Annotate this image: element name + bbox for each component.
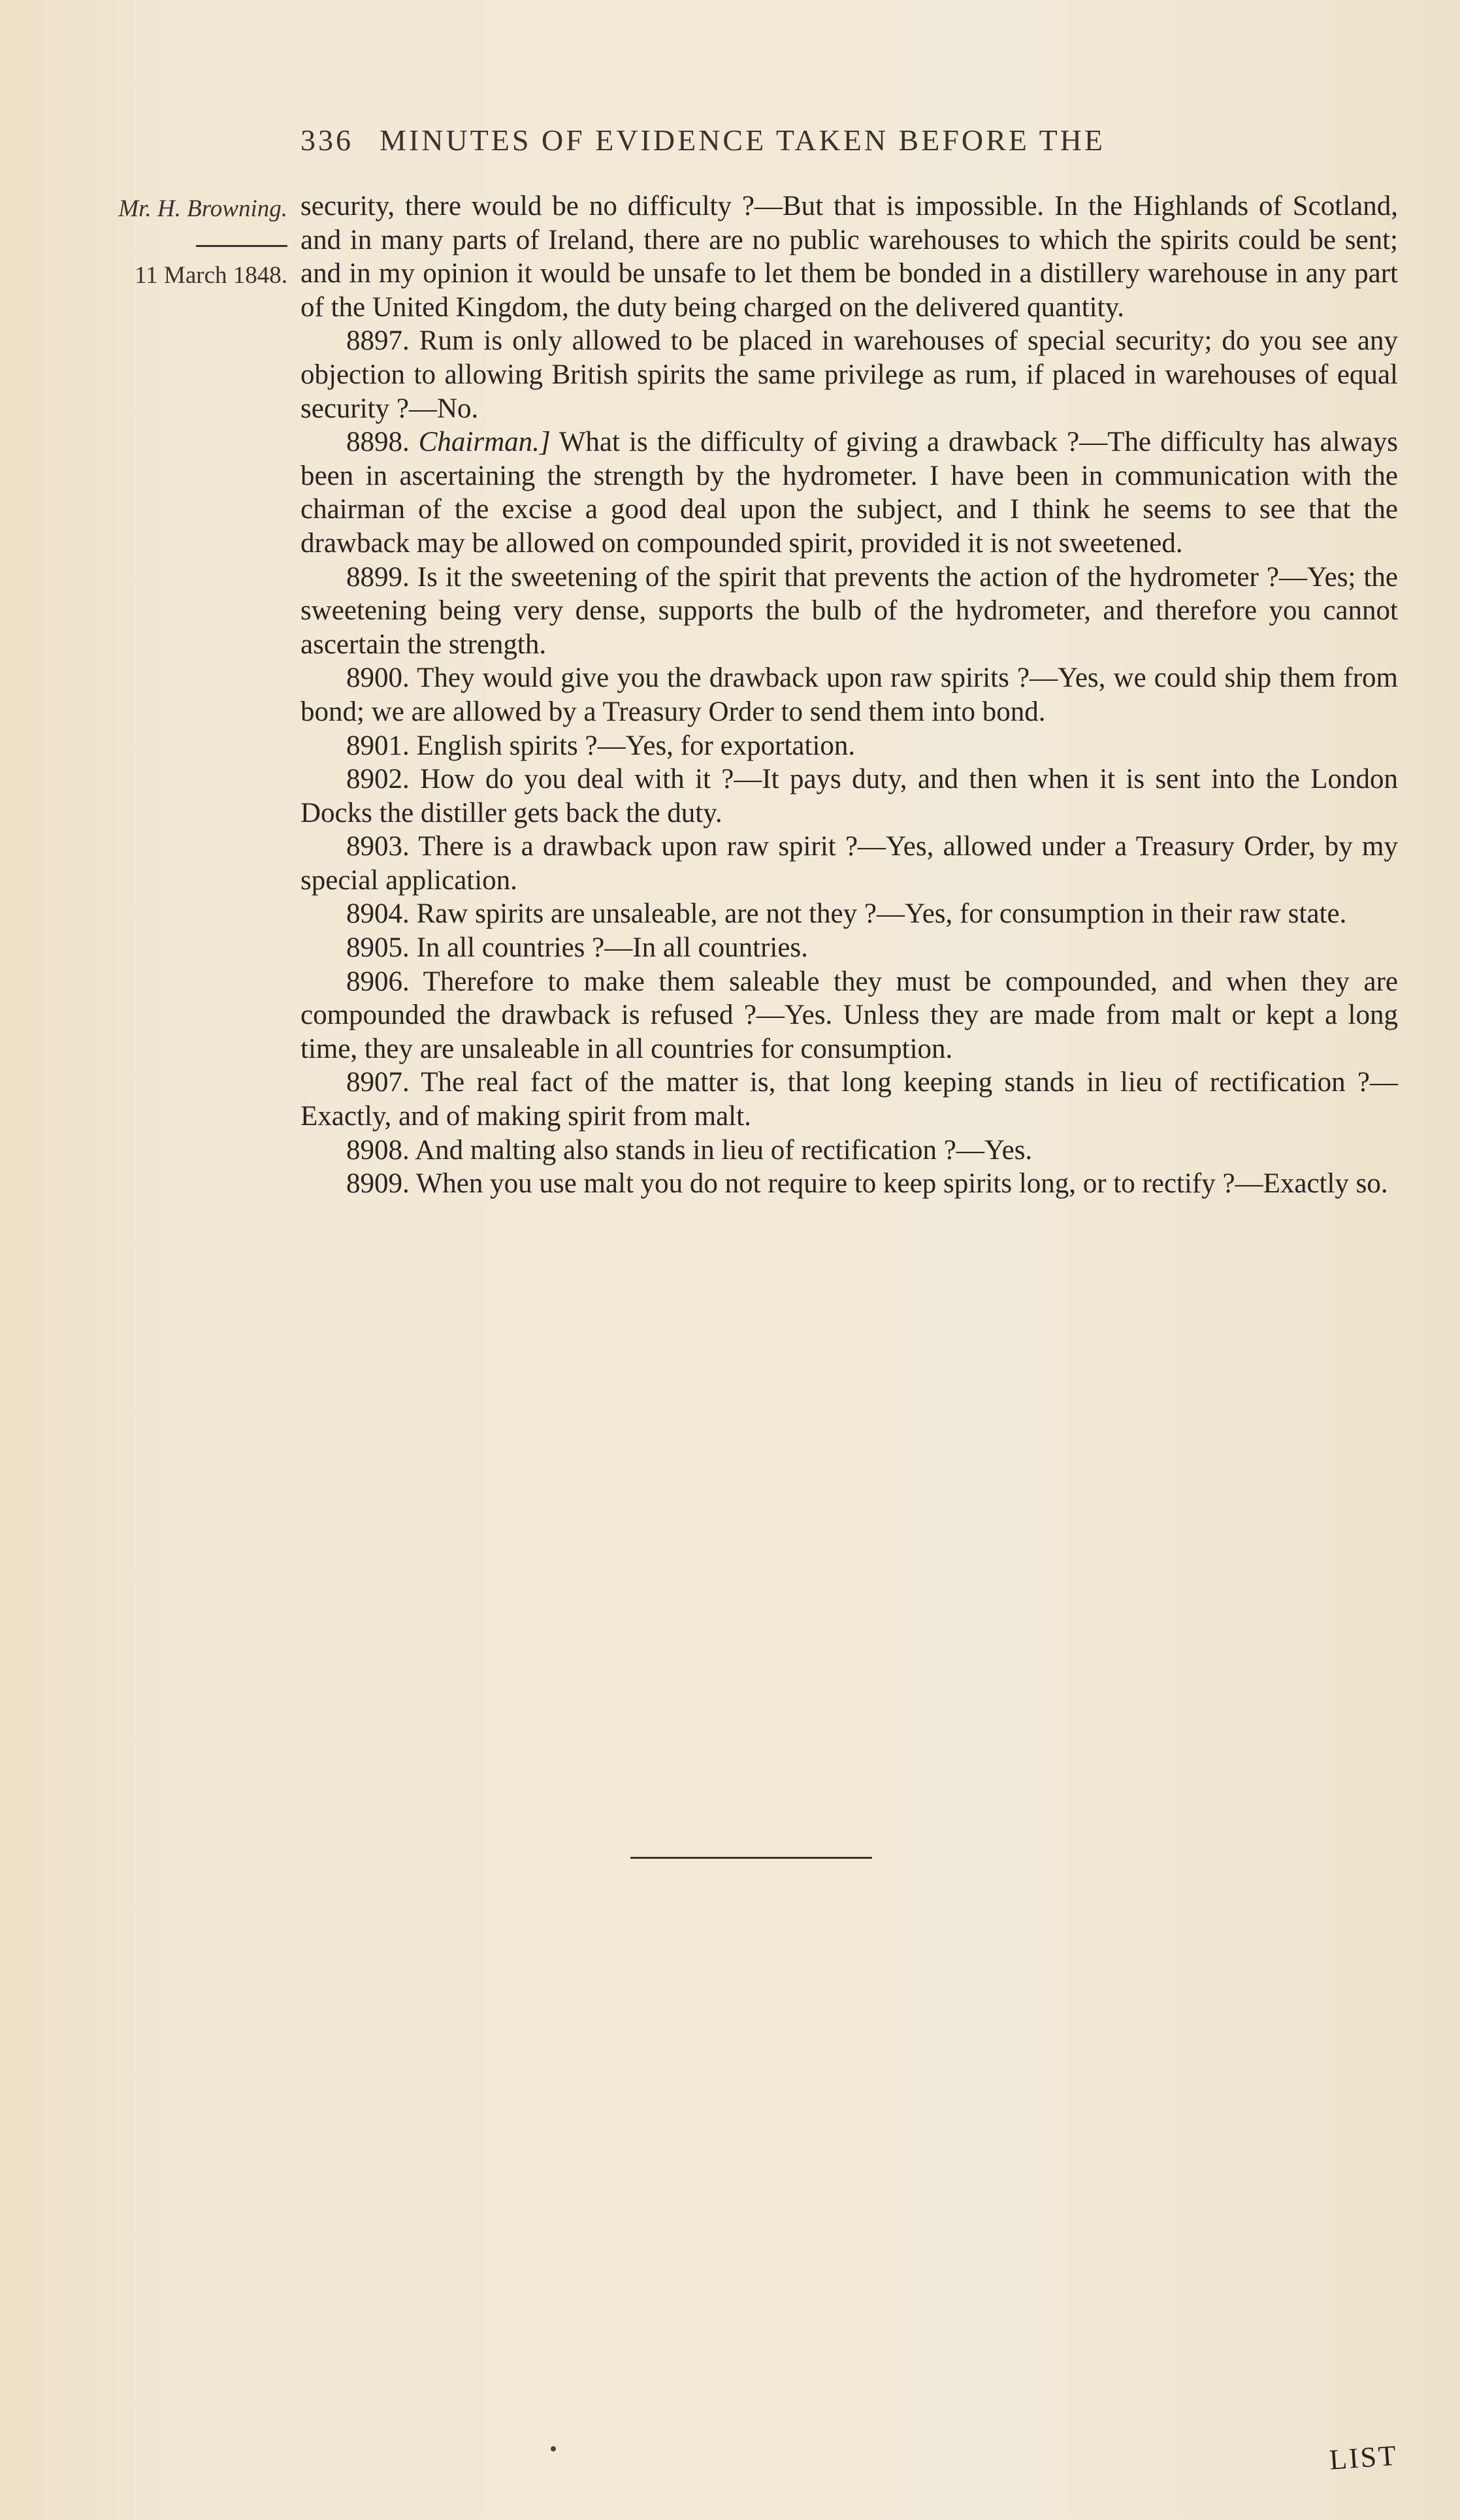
paragraph: 8902. How do you deal with it ?—It pays duty, and then when it is sent into the London Docks the distiller gets back the duty.	[300, 764, 1398, 828]
question-number: 8898.	[346, 427, 410, 458]
page-number: 336	[300, 123, 353, 157]
paragraph-text: What is the difficulty of giving a drawback ?—The difficulty has always been in ascertaining the strength by the hydrometer. I have been in communication with the chairman of the excise a good deal upon the subject, and I think he seems to see that the drawback may be allowed on compounded spirit, provided it is not sweetened.	[300, 427, 1398, 559]
paragraph: 8909. When you use malt you do not require to keep spirits long, or to rectify ?—Exactly so.	[346, 1168, 1388, 1200]
body-text	[300, 189, 1398, 1201]
speaker: Chairman.]	[418, 427, 551, 458]
running-head	[300, 123, 1280, 157]
paragraph: 8906. Therefore to make them saleable they must be compounded, and when they are compounded the drawback is refused ?—Yes. Unless they are made from malt or kept a long time, they are unsaleable in all countries for consumption.	[300, 966, 1398, 1064]
paragraph: security, there would be no difficulty ?—But that is impossible. In the Highlands of Scotland, and in many parts of Ireland, there are no public warehouses to which the spirits could be sent; and in my opinion it would be unsafe to let them be bonded in a distillery warehouse in any part of the United Kingdom, the duty being charged on the delivered quantity.	[300, 191, 1398, 323]
paragraph: 8903. There is a drawback upon raw spirit ?—Yes, allowed under a Treasury Order, by my special application.	[300, 831, 1398, 896]
paragraph: 8908. And malting also stands in lieu of rectification ?—Yes.	[346, 1134, 1033, 1166]
paragraph: 8900. They would give you the drawback upon raw spirits ?—Yes, we could ship them from bond; we are allowed by a Treasury Order to send them into bond.	[300, 663, 1398, 727]
paragraph: 8899. Is it the sweetening of the spirit that prevents the action of the hydrometer ?—Yes; the sweetening being very dense, supports the bulb of the hydrometer, and therefore you cannot ascertain the strength.	[300, 561, 1398, 660]
paper-speck	[551, 2446, 556, 2451]
paragraph: 8904. Raw spirits are unsaleable, are not they ?—Yes, for consumption in their raw state.	[346, 898, 1347, 930]
section-end-rule	[630, 1857, 872, 1859]
running-title: MINUTES OF EVIDENCE TAKEN BEFORE THE	[380, 123, 1105, 157]
paragraph: 8905. In all countries ?—In all countries.	[346, 932, 808, 964]
margin-date: 11 March 1848.	[135, 262, 287, 289]
paragraph: 8907. The real fact of the matter is, that long keeping stands in lieu of rectification ?—Exactly, and of making spirit from malt.	[300, 1067, 1398, 1132]
margin-rule	[196, 245, 287, 247]
catchword: LIST	[1328, 2439, 1399, 2476]
paragraph: 8897. Rum is only allowed to be placed in warehouses of special security; do you see any objection to allowing British spirits the same privilege as rum, if placed in warehouses of equal security ?—No.	[300, 325, 1398, 424]
margin-witness: Mr. H. Browning.	[118, 195, 287, 222]
paragraph: 8901. English spirits ?—Yes, for exportation.	[346, 730, 856, 761]
paragraph	[300, 425, 1398, 560]
